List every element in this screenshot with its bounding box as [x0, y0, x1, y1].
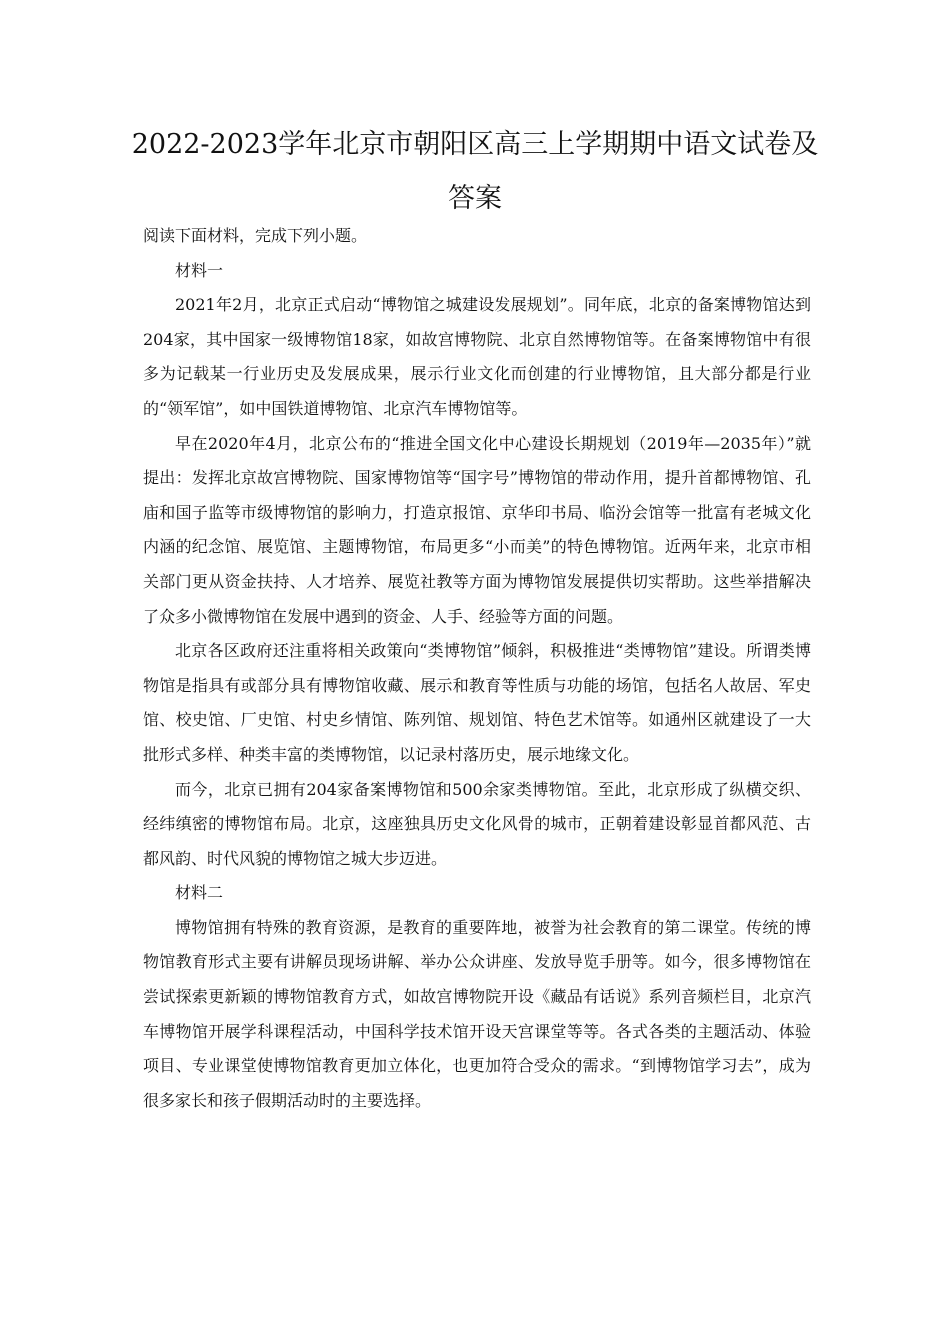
material-1-paragraph-4: 而今，北京已拥有204家备案博物馆和500余家类博物馆。至此，北京形成了纵横交织、经纬缜密的博物馆布局。北京，这座独具历史文化风骨的城市，正朝着建设彰显首都风范、古都风韵、时代风貌的博物馆之城大步迈进。 — [143, 779, 811, 868]
reading-instruction: 阅读下面材料，完成下列小题。 — [143, 226, 368, 245]
document-body — [143, 219, 811, 1118]
material-1-heading: 材料一 — [175, 260, 224, 280]
material-1-paragraph-2: 早在2020年4月，北京公布的“推进全国文化中心建设长期规划（2019年—2035年）”就提出：发挥北京故宫博物院、国家博物馆等“国字号”博物馆的带动作用，提升首都博物馆、孔庙和国子监等市级博物馆的影响力，打造京报馆、京华印书局、临汾会馆等一批富有老城文化内涵的纪念馆、展览馆、主题博物馆，布局更多“小而美”的特色博物馆。近两年来，北京市相关部门更从资金扶持、人才培养、展览社教等方面为博物馆发展提供切实帮助。这些举措解决了众多小微博物馆在发展中遇到的资金、人手、经验等方面的问题。 — [143, 433, 811, 626]
material-1-paragraph-3: 北京各区政府还注重将相关政策向“类博物馆”倾斜，积极推进“类博物馆”建设。所谓类博物馆是指具有或部分具有博物馆收藏、展示和教育等性质与功能的场馆，包括名人故居、军史馆、校史馆、厂史馆、村史乡情馆、陈列馆、规划馆、特色艺术馆等。如通州区就建设了一大批形式多样、种类丰富的类博物馆，以记录村落历史，展示地缘文化。 — [143, 641, 811, 764]
material-1-paragraph-1: 2021年2月，北京正式启动“博物馆之城建设发展规划”。同年底，北京的备案博物馆达到204家，其中国家一级博物馆18家，如故宫博物院、北京自然博物馆等。在备案博物馆中有很多为记载某一行业历史及发展成果，展示行业文化而创建的行业博物馆，且大部分都是行业的“领军馆”，如中国铁道博物馆、北京汽车博物馆等。 — [143, 295, 811, 418]
material-2-paragraph-1: 博物馆拥有特殊的教育资源，是教育的重要阵地，被誉为社会教育的第二课堂。传统的博物馆教育形式主要有讲解员现场讲解、举办公众讲座、发放导览手册等。如今，很多博物馆在尝试探索更新颖的博物馆教育方式，如故宫博物院开设《藏品有话说》系列音频栏目，北京汽车博物馆开展学科课程活动，中国科学技术馆开设天宫课堂等等。各式各类的主题活动、体验项目、专业课堂使博物馆教育更加立体化，也更加符合受众的需求。“到博物馆学习去”，成为很多家长和孩子假期活动时的主要选择。 — [143, 917, 811, 1110]
document-title: 2022-2023学年北京市朝阳区高三上学期期中语文试卷及答案 — [131, 129, 819, 214]
material-2-heading: 材料二 — [175, 883, 224, 903]
